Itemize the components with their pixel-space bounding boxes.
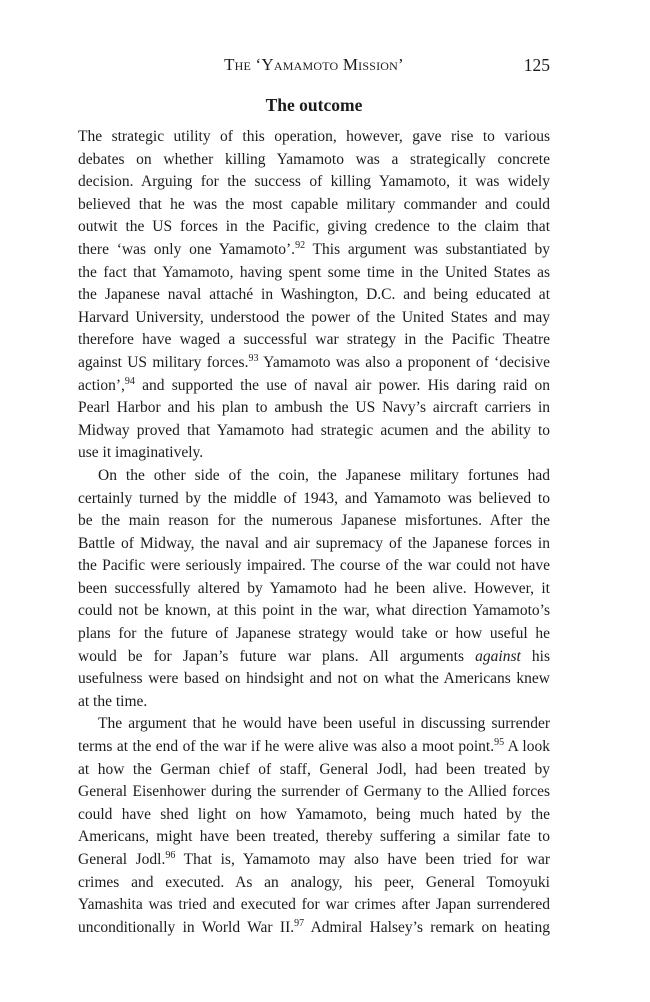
line-text: unconditionally in World War II. [78,918,295,936]
line-text: the Pacific were seriously impaired. The course of the war could not have [78,557,550,575]
footnote-ref: 93 [248,352,259,364]
line-text: the fact that Yamamoto, having spent some time in the United States as [78,263,550,281]
line-text: believed that he was the most capable military commander and could [78,195,550,213]
text-line [78,307,550,330]
text-line [78,872,550,895]
text-line [78,262,550,285]
emphasis: against [475,647,521,665]
text-line [78,668,550,691]
line-text: therefore have waged a successful war strategy in the Pacific Theatre [78,331,550,349]
line-text: crimes and executed. As an analogy, his peer, General Tomoyuki [78,873,550,891]
line-text: against US military forces. [78,353,249,371]
line-text: the Japanese naval attaché in Washington, D.C. and being educated at [78,286,550,304]
text-line [78,465,550,488]
text-line [78,646,550,669]
text-line [78,510,550,533]
footnote-ref: 94 [124,375,135,387]
line-text: at the time. [78,692,148,710]
line-text: usefulness were based on hindsight and not on what the Americans knew [78,670,550,688]
text-line [78,759,550,782]
footnote-ref: 96 [165,850,176,861]
line-text: Pearl Harbor and his plan to ambush the US Navy’s aircraft carriers in [78,399,550,417]
text-line [78,736,550,759]
text-line [78,533,550,556]
text-line [78,781,550,804]
text-line [78,397,550,420]
body-text [78,126,550,939]
text-line [78,149,550,172]
line-text: terms at the end of the war if he were alive was also a moot point. [78,738,495,756]
footnote-ref: 97 [294,917,305,929]
footnote-ref: 92 [295,239,306,251]
line-text: General Eisenhower during the surrender of Germany to the Allied forces [78,783,550,801]
text-line [78,894,550,917]
line-text: could have shed light on how Yamamoto, being much hated by the [78,805,550,823]
text-line [78,284,550,307]
line-text: debates on whether killing Yamamoto was a strategically concrete [78,150,550,168]
text-line [78,126,550,149]
text-line [78,239,550,262]
line-text: action’, [78,376,125,394]
text-line [78,329,550,352]
line-text: be the main reason for the numerous Japanese misfortunes. After the [78,512,550,530]
line-text: The strategic utility of this operation, however, gave rise to various [78,128,550,145]
line-text: Yamamoto was also a proponent of ‘decisive [258,353,550,371]
line-text: General Jodl. [78,851,166,868]
line-text: his [520,647,550,665]
text-line [78,555,550,578]
text-line [78,578,550,601]
line-text: decision. Arguing for the success of killing Yamamoto, it was widely [78,173,550,191]
line-text: been successfully altered by Yamamoto had he been alive. However, it [78,579,550,597]
text-line [78,826,550,849]
line-text: plans for the future of Japanese strategy would take or how useful he [78,625,550,643]
line-text: Yamashita was tried and executed for war crimes after Japan surrendered [78,896,550,914]
line-text: Americans, might have been treated, thereby suffering a similar fate to [78,828,550,846]
text-line [78,352,550,375]
line-text: outwit the US forces in the Pacific, giving credence to the claim that [78,218,550,236]
section-title: The outcome [265,95,363,115]
line-text: use it imaginatively. [78,444,204,462]
line-text: On the other side of the coin, the Japanese military fortunes had [98,466,550,484]
text-line [78,917,550,940]
line-text: A look [504,738,550,756]
line-text: and supported the use of naval air power. His daring raid on [134,376,550,394]
text-line [78,194,550,217]
running-head [78,55,550,79]
text-line [78,442,550,465]
line-text: The argument that he would have been useful in discussing surrender [98,715,550,733]
text-line [78,171,550,194]
text-line [78,804,550,827]
text-line [78,713,550,736]
line-text: Harvard University, understood the power of the United States and may [78,308,550,326]
line-text: Midway proved that Yamamoto had strategic acumen and the ability to [78,421,550,439]
running-title: The ‘Yamamoto Mission’ [224,55,404,74]
line-text: That is, Yamamoto may also have been tried for war [175,851,550,868]
text-line [78,216,550,239]
line-text: Admiral Halsey’s remark on heating [304,918,550,936]
text-line [78,420,550,443]
line-text: at how the German chief of staff, General Jodl, had been treated by [78,760,550,778]
text-line [78,691,550,714]
text-line [78,623,550,646]
line-text: would be for Japan’s future war plans. All arguments [78,647,476,665]
text-line [78,849,550,872]
line-text: Battle of Midway, the naval and air supremacy of the Japanese forces in [78,534,550,552]
line-text: This argument was substantiated by [305,240,550,258]
footnote-ref: 95 [494,737,505,749]
text-line [78,600,550,623]
text-line [78,375,550,398]
line-text: there ‘was only one Yamamoto’. [78,240,296,258]
page-number: 125 [523,55,550,75]
text-line [78,488,550,511]
line-text: could not be known, at this point in the war, what direction Yamamoto’s [78,602,550,620]
line-text: certainly turned by the middle of 1943, and Yamamoto was believed to [78,489,550,507]
